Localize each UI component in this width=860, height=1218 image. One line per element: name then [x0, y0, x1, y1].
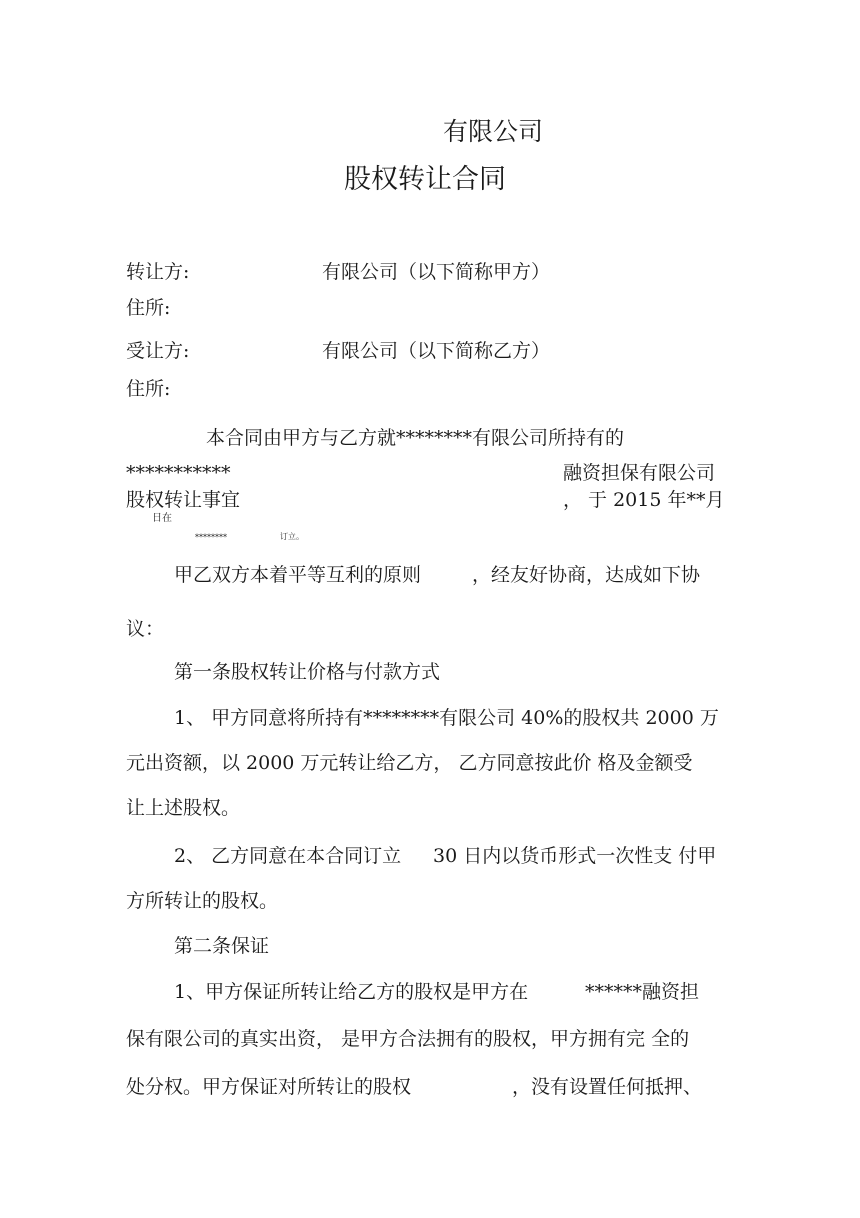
intro-line-5: 议： [126, 618, 165, 640]
article-1-clause-1-line-1: 1、 甲方同意将所持有********有限公司 40%的股权共 2000 万 [174, 707, 719, 729]
intro-line-2-left: *********** [126, 462, 231, 484]
article-1-clause-2-line-1b: 30 日内以货币形式一次性支 付甲 [433, 845, 717, 867]
intro-line-3-left: 股权转让事宜 [126, 489, 241, 511]
article-2-clause-1-line-3a: 处分权。甲方保证对所转让的股权 [126, 1076, 412, 1098]
transferee-address-label: 住所: [126, 378, 171, 400]
intro-note-signed: 订立。 [280, 532, 304, 541]
transferor-address-label: 住所: [126, 297, 171, 319]
article-1-heading: 第一条股权转让价格与付款方式 [174, 661, 441, 683]
article-2-clause-1-line-2: 保有限公司的真实出资， 是甲方合法拥有的股权，甲方拥有完 全的 [126, 1028, 690, 1050]
article-1-clause-2-line-2: 方所转让的股权。 [126, 890, 279, 912]
intro-line-2-right: 融资担保有限公司 [563, 462, 716, 484]
article-1-clause-1-line-2: 元出资额，以 2000 万元转让给乙方， 乙方同意按此价 格及金额受 [126, 752, 693, 774]
contract-title: 股权转让合同 [344, 164, 506, 195]
transferee-label: 受让方: [126, 340, 190, 362]
intro-line-1: 本合同由甲方与乙方就********有限公司所持有的 [206, 427, 625, 449]
intro-note-day: 日在 [152, 513, 172, 524]
article-2-clause-1-line-1a: 1、甲方保证所转让给乙方的股权是甲方在 [174, 981, 529, 1003]
article-2-heading: 第二条保证 [174, 935, 270, 957]
transferor-value: 有限公司（以下简称甲方） [322, 261, 551, 283]
intro-line-4-right: ，经友好协商，达成如下协 [472, 564, 701, 586]
intro-line-3-right: ， 于 2015 年**月 [563, 489, 725, 511]
article-2-clause-1-line-1b: ******融资担 [585, 981, 700, 1003]
article-1-clause-2-line-1a: 2、 乙方同意在本合同订立 [174, 845, 402, 867]
article-1-clause-1-line-3: 让上述股权。 [126, 797, 241, 819]
intro-line-4-left: 甲乙双方本着平等互利的原则 [174, 564, 422, 586]
article-2-clause-1-line-3b: ，没有设置任何抵押、 [512, 1076, 703, 1098]
transferor-label: 转让方: [126, 261, 190, 283]
intro-note-place: ******** [195, 533, 227, 542]
transferee-value: 有限公司（以下简称乙方） [322, 340, 551, 362]
company-heading: 有限公司 [443, 117, 544, 146]
